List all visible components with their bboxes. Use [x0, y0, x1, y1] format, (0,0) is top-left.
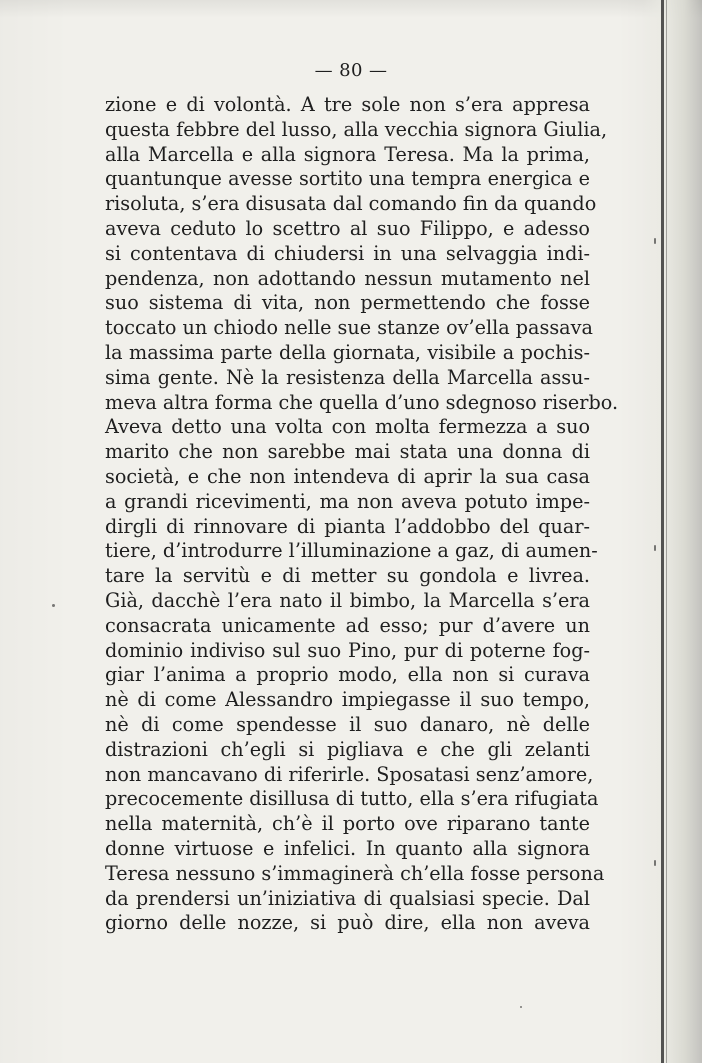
text-line: Teresa nessuno s’immaginerà ch’ella fosse persona [105, 861, 605, 885]
text-line: si contentava di chiudersi in una selvaggia indi- [105, 241, 590, 265]
text-line: dominio indiviso sul suo Pino, pur di poterne fog- [105, 638, 590, 662]
text-line: quantunque avesse sortito una tempra energica e [105, 167, 590, 191]
page-binding-line [661, 0, 664, 1063]
text-line: precocemente disillusa di tutto, ella s’era rifugiata [105, 787, 599, 811]
text-line: suo sistema di vita, non permettendo che fosse [105, 291, 590, 315]
text-line: non mancavano di riferirle. Sposatasi senz’amore, [105, 762, 594, 786]
text-line: nè di come spendesse il suo danaro, nè delle [105, 712, 590, 736]
text-line: la massima parte della giornata, visibile a pochis- [105, 340, 590, 364]
text-line: marito che non sarebbe mai stata una donna di [105, 440, 590, 464]
text-line: pendenza, non adottando nessun mutamento nel [105, 266, 590, 290]
scan-speck [654, 238, 656, 244]
text-line: meva altra forma che quella d’uno sdegnoso riserbo. [105, 390, 619, 414]
text-line: risoluta, s’era disusata dal comando fin da quando [105, 192, 597, 216]
text-line: tiere, d’introdurre l’illuminazione a gaz, di aumen- [105, 539, 598, 563]
body-text [105, 93, 619, 936]
text-line: da prendersi un’iniziativa di qualsiasi specie. Dal [105, 886, 590, 910]
text-line: consacrata unicamente ad esso; pur d’avere un [105, 613, 590, 637]
text-line: dirgli di rinnovare di pianta l’addobbo del quar- [105, 514, 590, 538]
scan-speck [52, 604, 55, 607]
text-line: a grandi ricevimenti, ma non aveva potuto impe- [105, 489, 590, 513]
page-binding-line-thin [666, 0, 667, 1063]
text-line: tare la servitù e di metter su gondola e livrea. [105, 564, 590, 588]
text-line: donne virtuose e infelici. In quanto alla signora [105, 836, 590, 860]
text-line: sima gente. Nè la resistenza della Marcella assu- [105, 365, 590, 389]
text-line: questa febbre del lusso, alla vecchia signora Giulia, [105, 117, 608, 141]
page-right-edge [642, 0, 702, 1063]
text-line: giar l’anima a proprio modo, ella non si curava [105, 663, 590, 687]
page-number: — 80 — [314, 60, 388, 81]
text-line: giorno delle nozze, si può dire, ella non aveva [105, 911, 590, 935]
text-line: nella maternità, ch’è il porto ove riparano tante [105, 812, 590, 836]
scan-speck [654, 860, 656, 866]
text-line: nè di come Alessandro impiegasse il suo tempo, [105, 688, 590, 712]
text-line: società, e che non intendeva di aprir la sua casa [105, 464, 590, 488]
scan-top-shadow [0, 0, 702, 18]
text-line: distrazioni ch’egli si pigliava e che gli zelanti [105, 737, 590, 761]
text-line: Già, dacchè l’era nato il bimbo, la Marcella s’era [105, 588, 590, 612]
scan-speck [654, 545, 656, 551]
text-line: aveva ceduto lo scettro al suo Filippo, e adesso [105, 216, 590, 240]
text-line: toccato un chiodo nelle sue stanze ov’ella passava [105, 316, 593, 340]
text-line: Aveva detto una volta con molta fermezza a suo [105, 415, 590, 439]
text-line: zione e di volontà. A tre sole non s’era appresa [105, 93, 590, 116]
text-line: alla Marcella e alla signora Teresa. Ma la prima, [105, 142, 590, 166]
scan-speck [520, 1006, 522, 1008]
